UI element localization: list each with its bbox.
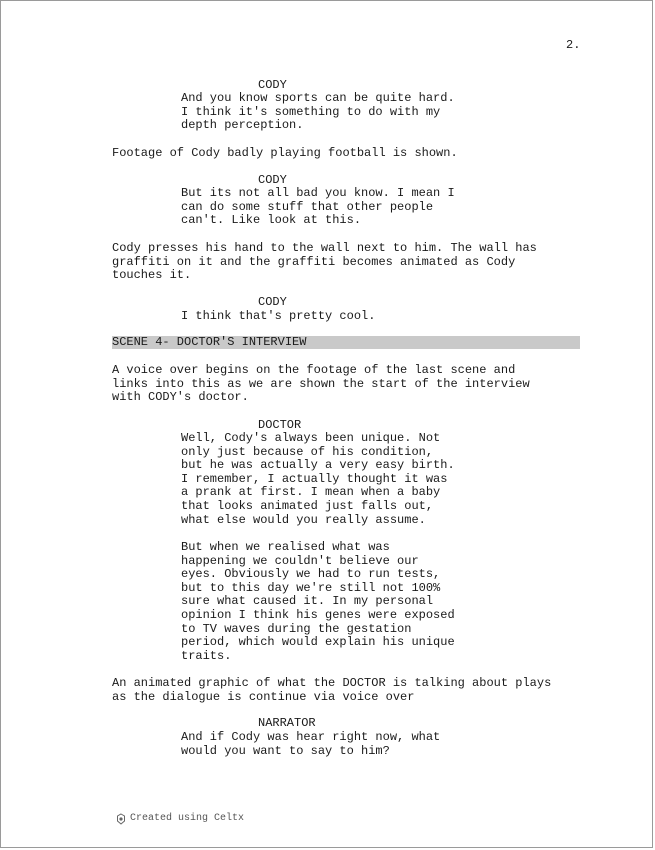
- celtx-logo-icon: [116, 813, 126, 825]
- script-line: I think that's pretty cool.: [181, 309, 376, 323]
- character-cue: CODY: [258, 295, 287, 309]
- dialogue-block: [181, 187, 481, 228]
- script-line: would you want to say to him?: [181, 743, 390, 758]
- script-line: depth perception.: [181, 118, 304, 133]
- character-cue: CODY: [258, 173, 287, 187]
- script-line: can do some stuff that other people: [181, 199, 434, 214]
- script-line: opinion I think his genes were exposed: [181, 607, 455, 622]
- dialogue-block: [181, 731, 481, 758]
- dialogue-block: [181, 541, 481, 663]
- script-line: An animated graphic of what the DOCTOR is talking about plays: [112, 676, 552, 690]
- script-line: happening we couldn't believe our: [181, 553, 419, 568]
- action-block: [112, 147, 582, 161]
- script-line: But its not all bad you know. I mean I: [181, 186, 455, 200]
- script-line: I remember, I actually thought it was: [181, 471, 448, 486]
- script-line: but he was actually a very easy birth.: [181, 458, 455, 473]
- script-line: traits.: [181, 648, 232, 663]
- script-line: But when we realised what was: [181, 540, 390, 554]
- script-line: A voice over begins on the footage of the last scene and: [112, 363, 516, 377]
- dialogue-block: [181, 310, 481, 324]
- script-line: graffiti on it and the graffiti becomes animated as Cody: [112, 254, 516, 269]
- character-cue: CODY: [258, 78, 287, 92]
- page-number: 2.: [566, 38, 581, 52]
- script-line: as the dialogue is continue via voice over: [112, 689, 415, 704]
- script-line: And you know sports can be quite hard.: [181, 91, 455, 105]
- script-line: sure what caused it. In my personal: [181, 594, 434, 609]
- script-line: can't. Like look at this.: [181, 213, 362, 228]
- script-line: with CODY's doctor.: [112, 390, 249, 405]
- script-line: Cody presses his hand to the wall next to him. The wall has: [112, 241, 537, 255]
- dialogue-block: [181, 432, 481, 527]
- script-line: eyes. Obviously we had to run tests,: [181, 567, 441, 582]
- footer-text: Created using Celtx: [130, 813, 245, 824]
- character-cue: NARRATOR: [258, 716, 316, 730]
- scene-heading: SCENE 4- DOCTOR'S INTERVIEW: [112, 336, 580, 349]
- script-line: a prank at first. I mean when a baby: [181, 485, 441, 500]
- action-block: [112, 677, 582, 704]
- script-line: links into this as we are shown the start of the interview: [112, 376, 530, 391]
- script-line: only just because of his condition,: [181, 444, 434, 459]
- dialogue-block: [181, 92, 481, 133]
- action-block: [112, 364, 582, 405]
- action-block: [112, 242, 582, 283]
- script-line: but to this day we're still not 100%: [181, 580, 441, 595]
- character-cue: DOCTOR: [258, 418, 302, 432]
- script-line: And if Cody was hear right now, what: [181, 730, 441, 744]
- script-line: what else would you really assume.: [181, 512, 426, 527]
- script-line: Well, Cody's always been unique. Not: [181, 431, 441, 445]
- footer: [116, 812, 244, 826]
- script-line: touches it.: [112, 268, 192, 283]
- script-line: I think it's something to do with my: [181, 104, 441, 119]
- script-line: period, which would explain his unique: [181, 635, 455, 650]
- script-line: that looks animated just falls out,: [181, 498, 434, 513]
- script-line: Footage of Cody badly playing football is shown.: [112, 146, 458, 160]
- script-line: to TV waves during the gestation: [181, 621, 412, 636]
